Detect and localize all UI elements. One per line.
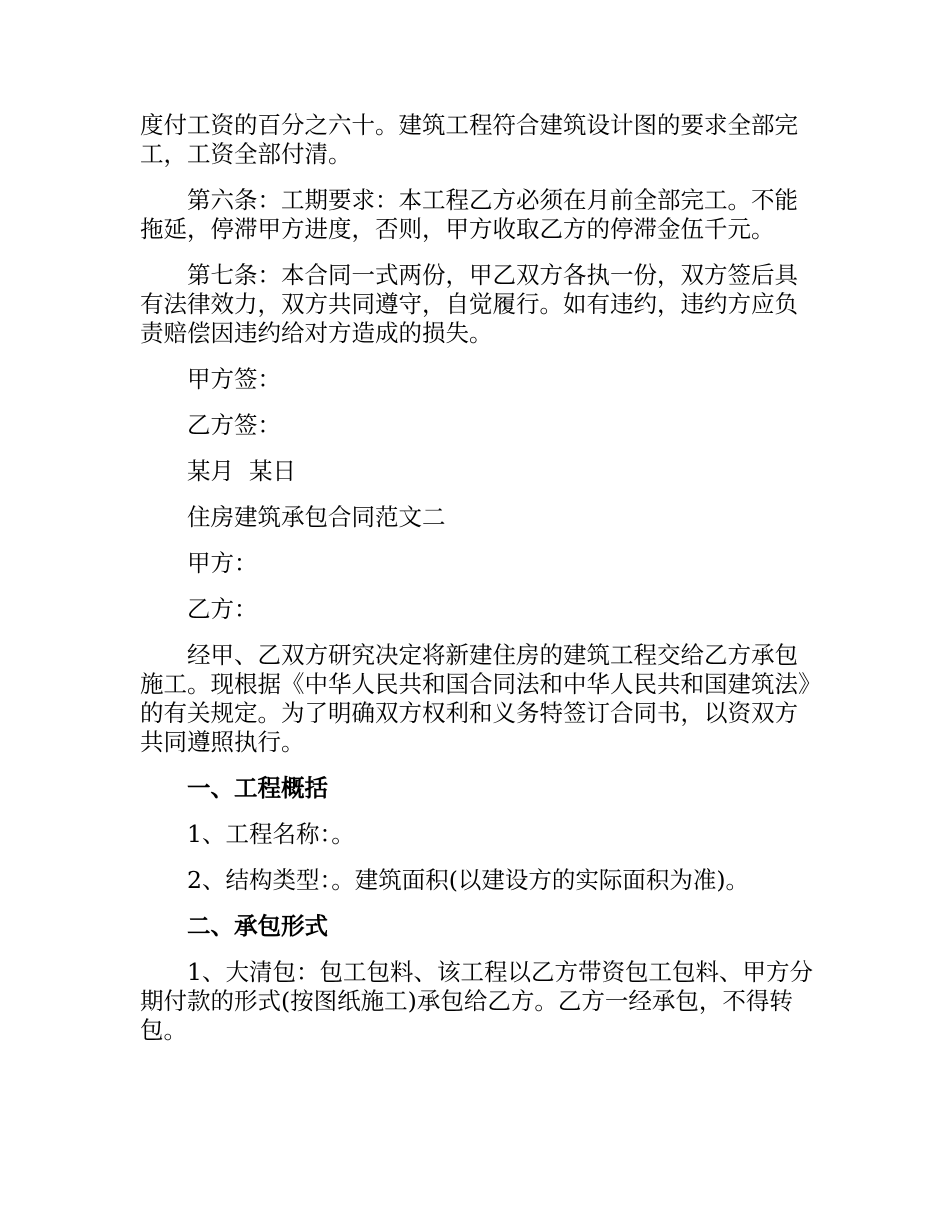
section-heading-contract-form: 二、承包形式: [187, 912, 328, 940]
contract-title-2: 住房建筑承包合同范文二: [187, 503, 446, 531]
party-b-label: 乙方：: [187, 595, 258, 623]
paragraph-intro: 经甲、乙双方研究决定将新建住房的建筑工程交给乙方承包施工。现根据《中华人民共和国合同法和中华人民共和国建筑法》的有关规定。为了明确双方权利和义务特签订合同书，以资双方共同遵照执行。: [140, 641, 810, 756]
paragraph-article-6: 第六条：工期要求：本工程乙方必须在月前全部完工。不能拖延，停滞甲方进度，否则，甲方收取乙方的停滞金伍千元。: [140, 186, 798, 243]
signature-date: 某月 某日: [187, 457, 296, 485]
party-a-label: 甲方：: [187, 549, 258, 577]
item-full-contract: 1、大清包：包工包料、该工程以乙方带资包工包料、甲方分期付款的形式(按图纸施工)承包给乙方。乙方一经承包，不得转包。: [140, 958, 813, 1044]
document-body: [140, 111, 820, 1062]
section-heading-project-overview: 一、工程概括: [187, 774, 328, 802]
signature-party-a: 甲方签：: [187, 365, 281, 393]
paragraph-article-7: 第七条：本合同一式两份，甲乙双方各执一份，双方签后具有法律效力，双方共同遵守，自觉履行。如有违约，违约方应负责赔偿因违约给对方造成的损失。: [140, 261, 798, 347]
signature-party-b: 乙方签：: [187, 411, 281, 439]
item-structure-type: 2、结构类型：。建筑面积(以建设方的实际面积为准)。: [187, 866, 750, 894]
paragraph-continued-payment: 度付工资的百分之六十。建筑工程符合建筑设计图的要求全部完工，工资全部付清。: [140, 111, 798, 168]
item-project-name: 1、工程名称：。: [187, 820, 355, 848]
